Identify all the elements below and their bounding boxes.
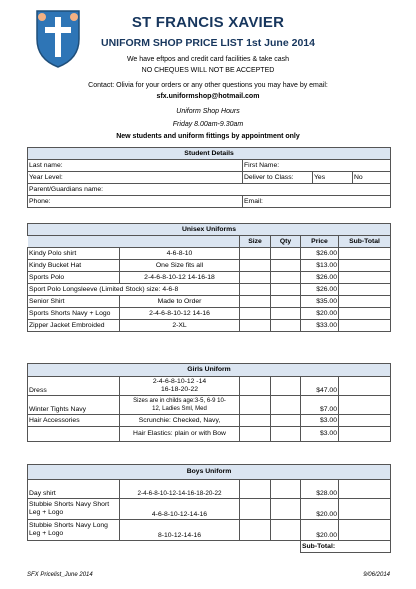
size-cell[interactable]	[240, 480, 271, 499]
qty-cell[interactable]	[271, 272, 301, 284]
page-title: UNIFORM SHOP PRICE LIST 1st June 2014	[101, 37, 315, 49]
subtotal-cell[interactable]	[339, 427, 391, 442]
footer-filename: SFX Pricelist_June 2014	[27, 572, 93, 578]
table-row: Dress 2-4-6-8-10-12 -14 16-18-20-22 $47.00	[28, 377, 391, 396]
size-cell[interactable]	[240, 272, 271, 284]
table-row: Sports Polo 2-4-6-8-10-12 14-16-18 $26.00	[28, 272, 391, 284]
size-cell[interactable]	[240, 248, 271, 260]
subtotal-cell[interactable]	[339, 499, 391, 520]
table-row: Hair Elastics: plain or with Bow $3.00	[28, 427, 391, 442]
size-cell[interactable]	[240, 427, 271, 442]
table-row: Senior Shirt Made to Order $35.00	[28, 296, 391, 308]
col-qty: Qty	[271, 236, 301, 248]
subtotal-cell[interactable]	[339, 284, 391, 296]
student-details-table	[27, 147, 391, 208]
size-cell[interactable]	[240, 396, 271, 415]
deliver-no-option[interactable]: No	[353, 172, 391, 184]
qty-cell[interactable]	[271, 480, 301, 499]
size-cell[interactable]	[240, 499, 271, 520]
subtotal-cell[interactable]	[339, 320, 391, 332]
subtotal-cell[interactable]	[339, 296, 391, 308]
table-row: Zipper Jacket Embroided 2-XL $33.00	[28, 320, 391, 332]
deliver-to-class-label: Deliver to Class:	[243, 172, 313, 184]
girls-heading: Girls Uniform	[28, 364, 391, 377]
footer-date: 9/06/2014	[363, 572, 390, 578]
phone-field[interactable]: Phone:	[28, 196, 243, 208]
table-row: Winter Tights Navy Sizes are in childs age:3-5, 6-9 10- 12, Ladies Sml, Med $7.00	[28, 396, 391, 415]
qty-cell[interactable]	[271, 396, 301, 415]
unisex-uniforms-table	[27, 223, 391, 332]
email-field[interactable]: Email:	[243, 196, 391, 208]
table-row: Day shirt 2-4-6-8-10-12-14-16-18-20-22 $28.00	[28, 480, 391, 499]
payment-note: We have eftpos and credit card facilities & take cash	[126, 56, 290, 63]
qty-cell[interactable]	[271, 320, 301, 332]
qty-cell[interactable]	[271, 296, 301, 308]
girls-uniform-table	[27, 363, 391, 442]
student-details-heading: Student Details	[28, 148, 391, 160]
subtotal-cell[interactable]	[339, 520, 391, 541]
qty-cell[interactable]	[271, 427, 301, 442]
qty-cell[interactable]	[271, 308, 301, 320]
table-row: Kindy Bucket Hat One Size fits all $13.00	[28, 260, 391, 272]
table-row: Stubbie Shorts Navy Short Leg + Logo 4-6-8-10-12-14-16 $20.00	[28, 499, 391, 520]
table-row: Sport Polo Longsleeve (Limited Stock) size: 4-6-8 $26.00	[28, 284, 391, 296]
size-cell[interactable]	[240, 308, 271, 320]
col-subtotal: Sub-Total	[339, 236, 391, 248]
size-cell[interactable]	[240, 520, 271, 541]
boys-heading: Boys Uniform	[28, 465, 391, 480]
deliver-yes-option[interactable]: Yes	[313, 172, 353, 184]
contact-line: Contact: Olivia for your orders or any other questions you may have by email:	[88, 82, 328, 89]
school-name: ST FRANCIS XAVIER	[131, 14, 285, 31]
boys-uniform-table	[27, 464, 391, 553]
subtotal-cell[interactable]	[339, 377, 391, 396]
subtotal-cell[interactable]	[339, 480, 391, 499]
subtotal-cell[interactable]	[339, 308, 391, 320]
qty-cell[interactable]	[271, 248, 301, 260]
table-row: Kindy Polo shirt 4-6-8-10 $26.00	[28, 248, 391, 260]
hours-title: Uniform Shop Hours	[176, 108, 240, 115]
table-row: Stubbie Shorts Navy Long Leg + Logo 8-10-12-14-16 $20.00	[28, 520, 391, 541]
parent-name-field[interactable]: Parent/Guardians name:	[28, 184, 391, 196]
first-name-field[interactable]: First Name:	[243, 160, 391, 172]
hours-value: Friday 8.00am-9.30am	[172, 121, 244, 128]
table-row: Hair Accessories Scrunchie: Checked, Navy, $3.00	[28, 415, 391, 427]
year-level-field[interactable]: Year Level:	[28, 172, 243, 184]
subtotal-cell[interactable]	[339, 415, 391, 427]
subtotal-cell[interactable]	[339, 248, 391, 260]
contact-email[interactable]: sfx.uniformshop@hotmail.com	[156, 93, 260, 100]
size-cell[interactable]	[240, 296, 271, 308]
col-price: Price	[301, 236, 339, 248]
subtotal-cell[interactable]	[339, 260, 391, 272]
subtotal-cell[interactable]	[339, 396, 391, 415]
col-size: Size	[240, 236, 271, 248]
size-cell[interactable]	[240, 284, 271, 296]
qty-cell[interactable]	[271, 520, 301, 541]
qty-cell[interactable]	[271, 260, 301, 272]
cheque-note: NO CHEQUES WILL NOT BE ACCEPTED	[141, 67, 275, 74]
grand-subtotal-field[interactable]: Sub-Total:	[301, 541, 391, 553]
qty-cell[interactable]	[271, 284, 301, 296]
table-row: Sports Shorts Navy + Logo 2-4-6-8-10-12 14-16 $20.00	[28, 308, 391, 320]
qty-cell[interactable]	[271, 377, 301, 396]
qty-cell[interactable]	[271, 415, 301, 427]
fitting-note: New students and uniform fittings by appointment only	[116, 133, 300, 140]
last-name-field[interactable]: Last name:	[28, 160, 243, 172]
size-cell[interactable]	[240, 320, 271, 332]
size-cell[interactable]	[240, 260, 271, 272]
size-cell[interactable]	[240, 377, 271, 396]
qty-cell[interactable]	[271, 499, 301, 520]
subtotal-cell[interactable]	[339, 272, 391, 284]
unisex-heading: Unisex Uniforms	[28, 224, 391, 236]
size-cell[interactable]	[240, 415, 271, 427]
